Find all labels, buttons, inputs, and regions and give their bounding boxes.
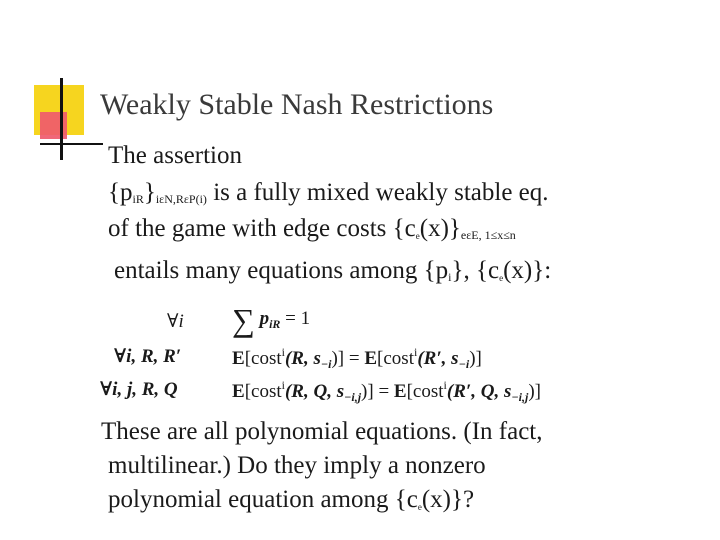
seq-sub: iR [132, 192, 144, 206]
para1-text: of the game with edge costs {c [108, 215, 416, 242]
eq3-part: [cost [244, 381, 282, 402]
para2-text: These are all polynomial equations. (In fact, [101, 418, 543, 445]
para2-text: multilinear.) Do they imply a nonzero [108, 452, 486, 479]
para1-text: entails many equations among {p [114, 257, 449, 284]
eq3-part: [cost [406, 381, 444, 402]
eq2-part: [cost [377, 348, 414, 369]
seq-open: {p [108, 179, 133, 206]
eq3-part: (R′, Q, s [446, 381, 512, 402]
para1-line1 [108, 143, 242, 168]
para1-line2 [108, 180, 549, 205]
equations-block [100, 300, 640, 410]
eq1-rest: = 1 [280, 308, 311, 329]
eq2-part: (R′, s [417, 348, 459, 369]
seq-close: } [143, 179, 156, 206]
eq2-part: (R, s [284, 348, 321, 369]
eq1-expression [232, 302, 310, 339]
expectation-E: E [232, 381, 245, 402]
eq3-sub: −i,j [511, 390, 529, 404]
para1-text: }, {c [451, 257, 500, 284]
edge-sub: e [417, 502, 422, 512]
eq3-part: )] = [361, 381, 394, 402]
eq2-part: [cost [244, 348, 282, 369]
para2-text: (x)}? [421, 486, 475, 513]
eq1-psub: iR [269, 317, 281, 331]
expectation-E: E [393, 381, 407, 402]
eq3-sup: i [281, 378, 285, 392]
edge-index: eεE, 1≤x≤n [460, 228, 516, 242]
eq2-sub: −i [320, 357, 332, 371]
para2-line3 [108, 487, 474, 512]
edge-sub: e [415, 231, 420, 241]
para2-line1 [101, 419, 543, 444]
para1-text: (x)} [419, 215, 461, 242]
expectation-E: E [232, 348, 245, 369]
eq3-sub: −i,j [344, 390, 362, 404]
player-sub: i [448, 270, 452, 284]
eq2-part: )] = [331, 348, 365, 369]
eq3-sup: i [443, 378, 447, 392]
eq2-sup: i [413, 345, 418, 359]
slide-title: Weakly Stable Nash Restrictions [100, 88, 494, 121]
eq1-quantifier: ∀i [167, 311, 184, 332]
eq2-quantifier: ∀i, R, R′ [114, 346, 182, 367]
sum-symbol: ∑ [232, 302, 255, 338]
eq3-quantifier: ∀i, j, R, Q [100, 379, 178, 400]
para1-text: (x)}: [503, 257, 552, 284]
eq3-part: (R, Q, s [284, 381, 345, 402]
eq2-sub: −i [458, 357, 470, 371]
expectation-E: E [364, 348, 378, 369]
seq-index: iεN,RεP(i) [155, 192, 207, 206]
eq1-p: p [259, 308, 270, 329]
decor-horizontal-line [40, 143, 103, 145]
para1-line3 [108, 216, 516, 241]
eq2-sup: i [281, 345, 285, 359]
edge-sub: e [499, 273, 504, 283]
para1-line4 [114, 258, 551, 283]
eq3-expression [232, 378, 541, 405]
decor-vertical-line [60, 78, 63, 160]
eq3-part: )] [528, 381, 541, 402]
para1-text: is a fully mixed weakly stable eq. [206, 179, 549, 206]
para2-text: polynomial equation among {c [108, 486, 418, 513]
eq2-expression [232, 345, 482, 372]
eq2-part: )] [469, 348, 482, 369]
para1-text: The assertion [108, 142, 242, 169]
para2-line2 [108, 453, 486, 478]
